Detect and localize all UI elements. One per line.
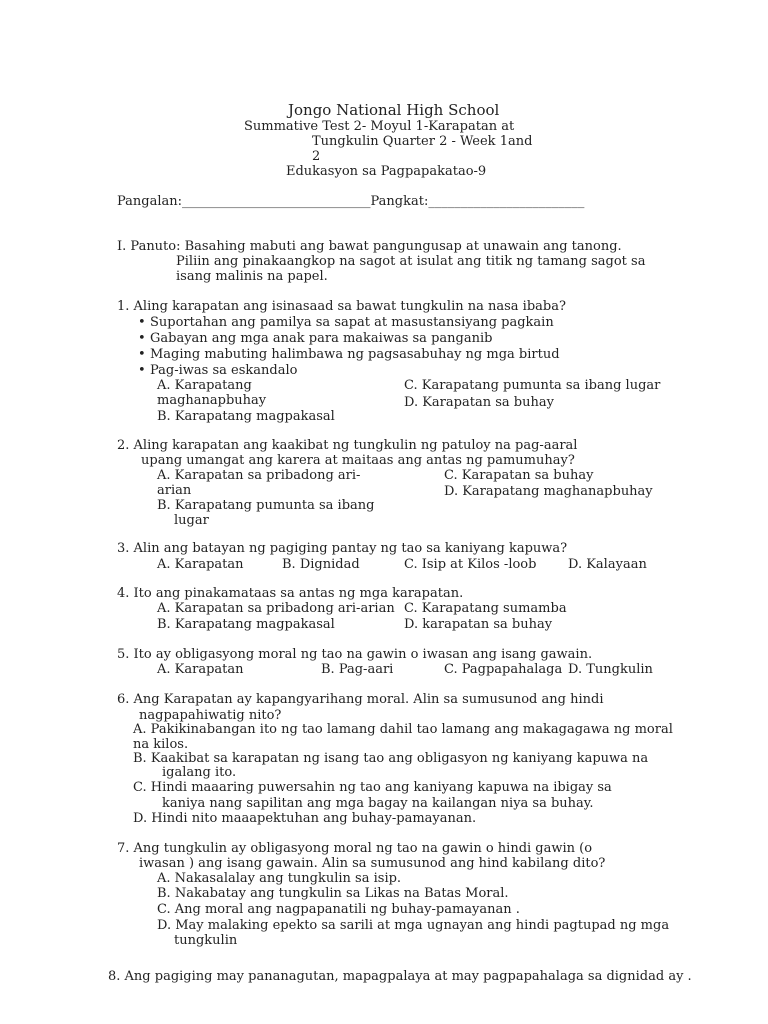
question-1-choice-c: C. Karapatang pumunta sa ibang lugar (404, 378, 661, 393)
question-7-stem: 7. Ang tungkulin ay obligasyong moral ng tao na gawin o hindi gawin (o (117, 841, 593, 856)
question-7-stem-cont: iwasan ) ang isang gawain. Alin sa sumusunod ang hind kabilang dito? (139, 856, 606, 871)
question-6-choice-d: D. Hindi nito maaapektuhan ang buhay-pamayanan. (133, 811, 477, 826)
question-7-choice-d: D. May malaking epekto sa sarili at mga ugnayan ang hindi pagtupad ng mga (157, 918, 670, 933)
question-5-choice-c: C. Pagpapahalaga (444, 662, 563, 677)
question-8-stem: 8. Ang pagiging may pananagutan, mapagpalaya at may pagpapahalaga sa dignidad ay . (108, 969, 692, 984)
question-5-choice-b: B. Pag-aari (321, 662, 394, 677)
question-6-choice-a: A. Pakikinabangan ito ng tao lamang dahil tao lamang ang makagagawa ng moral (133, 722, 673, 737)
question-2-choice-c: C. Karapatan sa buhay (444, 468, 594, 483)
test-subtitle-cont: 2 (312, 149, 321, 164)
question-4-choice-b: B. Karapatang magpakasal (157, 617, 335, 632)
question-5-choice-d: D. Tungkulin (568, 662, 653, 677)
question-6-choice-b-cont: igalang ito. (162, 765, 237, 780)
question-2-choice-b: B. Karapatang pumunta sa ibang (157, 498, 375, 513)
question-6-choice-c-cont: kaniya nang sapilitan ang mga bagay na kailangan niya sa buhay. (162, 796, 594, 811)
question-7-choice-a: A. Nakasalalay ang tungkulin sa isip. (157, 871, 402, 886)
question-2-choice-d: D. Karapatang maghanapbuhay (444, 484, 653, 499)
question-4-choice-c: C. Karapatang sumamba (404, 601, 567, 616)
question-1-stem: 1. Aling karapatan ang isinasaad sa bawat tungkulin na nasa ibaba? (117, 299, 566, 314)
instructions-line-1: I. Panuto: Basahing mabuti ang bawat pangungusap at unawain ang tanong. (117, 239, 622, 254)
question-5-stem: 5. Ito ay obligasyong moral ng tao na gawin o iwasan ang isang gawain. (117, 647, 593, 662)
question-6-choice-a-cont: na kilos. (133, 737, 189, 752)
question-1-bullet: • Pag-iwas sa eskandalo (138, 363, 298, 378)
question-6-choice-c: C. Hindi maaaring puwersahin ng tao ang kaniyang kapuwa na ibigay sa (133, 780, 612, 795)
question-6-stem-cont: nagpapahiwatig nito? (139, 708, 282, 723)
question-1-choice-a: A. Karapatang (157, 378, 252, 393)
instructions-line-3: isang malinis na papel. (176, 269, 328, 284)
question-2-stem-cont: upang umangat ang karera at maitaas ang antas ng pamumuhay? (141, 453, 575, 468)
question-1-choice-d: D. Karapatan sa buhay (404, 395, 554, 410)
question-3-choice-c: C. Isip at Kilos -loob (404, 557, 537, 572)
question-6-stem: 6. Ang Karapatan ay kapangyarihang moral. Alin sa sumusunod ang hindi (117, 692, 604, 707)
question-4-choice-d: D. karapatan sa buhay (404, 617, 553, 632)
question-4-choice-a: A. Karapatan sa pribadong ari-arian (157, 601, 395, 616)
instructions-line-2: Piliin ang pinakaangkop na sagot at isulat ang titik ng tamang sagot sa (176, 254, 646, 269)
test-title: Summative Test 2- Moyul 1-Karapatan at (244, 119, 515, 134)
question-7-choice-b: B. Nakabatay ang tungkulin sa Likas na Batas Moral. (157, 886, 509, 901)
question-1-bullet: • Maging mabuting halimbawa ng pagsasabuhay ng mga birtud (138, 347, 560, 362)
school-name: Jongo National High School (288, 101, 500, 119)
subject-title: Edukasyon sa Pagpapakatao-9 (286, 164, 487, 179)
test-subtitle: Tungkulin Quarter 2 - Week 1and (312, 134, 533, 149)
question-4-stem: 4. Ito ang pinakamataas sa antas ng mga karapatan. (117, 586, 464, 601)
question-1-choice-a-cont: maghanapbuhay (157, 393, 267, 408)
question-6-choice-b: B. Kaakibat sa karapatan ng isang tao ang obligasyon ng kaniyang kapuwa na (133, 751, 649, 766)
question-3-choice-b: B. Dignidad (282, 557, 360, 572)
question-7-choice-d-cont: tungkulin (174, 933, 238, 948)
question-1-choice-b: B. Karapatang magpakasal (157, 409, 335, 424)
question-2-stem: 2. Aling karapatan ang kaakibat ng tungkulin ng patuloy na pag-aaral (117, 438, 578, 453)
name-section-field: Pangalan:_____________________________Pangkat:________________________ (117, 194, 585, 209)
question-2-choice-a: A. Karapatan sa pribadong ari- (157, 468, 361, 483)
question-1-bullet: • Gabayan ang mga anak para makaiwas sa panganib (138, 331, 493, 346)
question-5-choice-a: A. Karapatan (157, 662, 244, 677)
question-3-choice-d: D. Kalayaan (568, 557, 647, 572)
question-2-choice-b-cont: lugar (174, 513, 209, 528)
question-2-choice-a-cont: arian (157, 483, 192, 498)
question-7-choice-c: C. Ang moral ang nagpapanatili ng buhay-pamayanan . (157, 902, 520, 917)
question-3-choice-a: A. Karapatan (157, 557, 244, 572)
question-3-stem: 3. Alin ang batayan ng pagiging pantay ng tao sa kaniyang kapuwa? (117, 541, 568, 556)
question-1-bullet: • Suportahan ang pamilya sa sapat at masustansiyang pagkain (138, 315, 554, 330)
